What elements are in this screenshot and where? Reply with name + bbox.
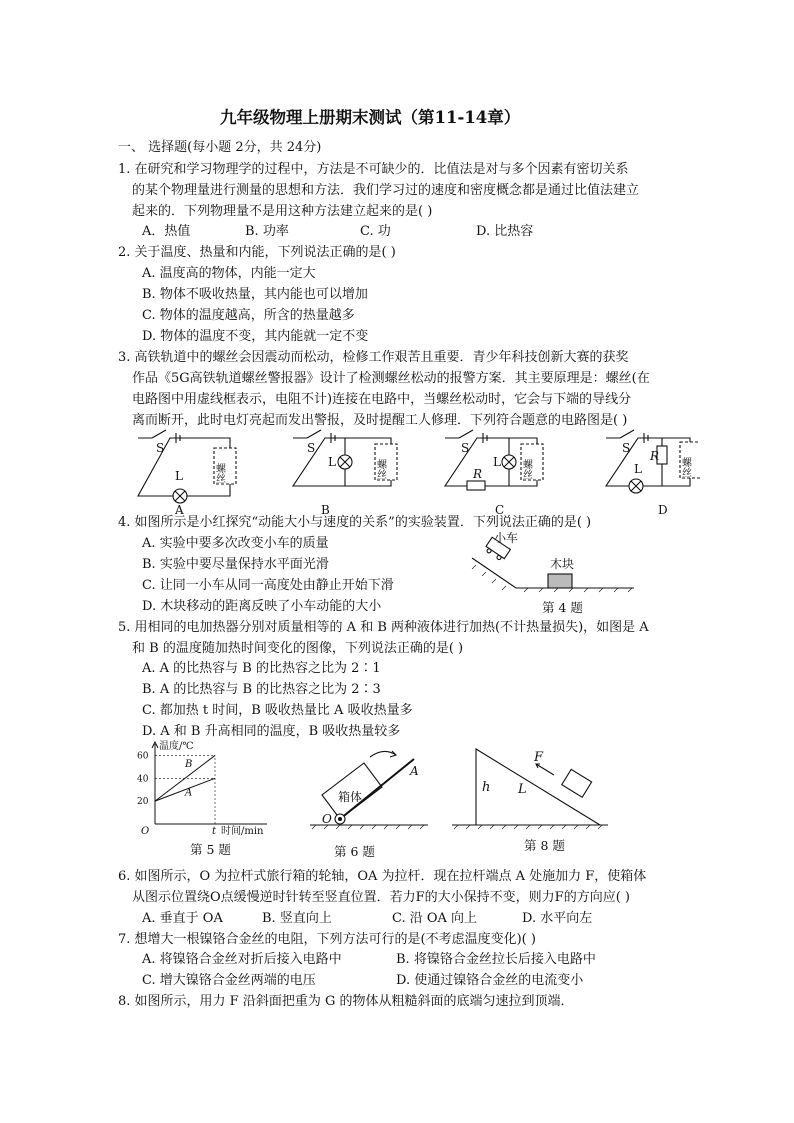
q1-line-3: 起来的．下列物理量不是用这种方法建立起来的是( ) [132, 204, 433, 219]
svg-text:L: L [634, 462, 642, 476]
svg-text:S: S [156, 441, 165, 455]
suitcase-icon [322, 759, 414, 819]
q5-option-d: D. A 和 B 升高相同的温度，B 吸收热量较多 [142, 724, 401, 739]
fig8 [450, 745, 610, 835]
q5-chart [135, 738, 275, 838]
svg-text:A: A [175, 503, 184, 517]
q4-figure [468, 530, 638, 600]
circuit-b [293, 430, 397, 517]
q6-line-2: 从图示位置绕O点缓慢逆时针转至竖直位置．若力F的大小保持不变，则力F的方向应( ) [132, 890, 630, 905]
svg-text:木块: 木块 [550, 557, 575, 571]
q1-option-a: A．热值 [142, 224, 191, 239]
fig6 [310, 745, 430, 835]
svg-text:箱体: 箱体 [338, 790, 363, 804]
svg-text:L: L [328, 455, 336, 469]
q2-option-a: A. 温度高的物体，内能一定大 [142, 266, 316, 281]
q1-option-d: D. 比热容 [476, 224, 534, 239]
svg-text:S: S [461, 441, 470, 455]
svg-text:螺丝: 螺丝 [679, 457, 691, 477]
section-heading: 一、 选择题(每小题 2分，共 24分) [118, 140, 322, 155]
svg-text:L: L [493, 455, 501, 469]
q4-option-d: D. 木块移动的距离反映了小车动能的大小 [142, 599, 382, 614]
svg-text:S: S [622, 441, 631, 455]
q2-option-d: D. 物体的温度不变，其内能就一定不变 [142, 329, 369, 344]
q6-line-1: 6. 如图所示，O 为拉杆式旅行箱的轮轴，OA 为拉杆．现在拉杆端点 A 处施加力 F，使箱体 [118, 869, 647, 884]
q6-option-a: A. 垂直于 OA [142, 911, 223, 926]
q7-option-a: A. 将镍铬合金丝对折后接入电路中 [142, 952, 342, 967]
q3-line-1: 3. 高铁轨道中的螺丝会因震动而松动，检修工作艰苦且重要．青少年科技创新大赛的获奖 [118, 350, 629, 365]
circuit-d [606, 430, 700, 517]
svg-text:螺丝: 螺丝 [213, 463, 225, 483]
svg-text:C: C [495, 503, 505, 517]
y-tick-label: 40 [137, 774, 149, 785]
q1-option-b: B. 功率 [245, 224, 289, 239]
q7-option-d: D. 使通过镍铬合金丝的电流变小 [396, 973, 584, 988]
svg-text:R: R [650, 449, 660, 463]
svg-text:螺丝: 螺丝 [520, 459, 532, 479]
q8-stem: 8. 如图所示，用力 F 沿斜面把重为 G 的物体从粗糙斜面的底端匀速拉到顶端． [118, 994, 574, 1009]
svg-text:F: F [534, 750, 544, 765]
q5-option-c: C. 都加热 t 时间，B 吸收热量比 A 吸收热量多 [142, 703, 413, 718]
q5-option-a: A. A 的比热容与 B 的比热容之比为 2∶1 [142, 661, 381, 676]
series-label-B: B [185, 759, 193, 771]
series-label-A: A [185, 787, 193, 799]
q4-caption: 第 4 题 [542, 600, 583, 615]
page-title: 九年级物理上册期末测试（第11-14章） [220, 108, 521, 127]
q1-option-c: C. 功 [360, 224, 391, 239]
y-axis-label: 温度/℃ [159, 741, 194, 752]
q5-caption: 第 5 题 [190, 842, 231, 857]
q5-line-1: 5. 用相同的电加热器分别对质量相等的 A 和 B 两种液体进行加热(不计热量损失)，如图是 A [118, 620, 649, 635]
svg-text:D: D [658, 503, 668, 517]
q1-line-2: 的某个物理量进行测量的思想和方法．我们学习过的速度和密度概念都是通过比值法建立 [132, 183, 640, 198]
q2-stem: 2. 关于温度、热量和内能，下列说法正确的是( ) [118, 245, 396, 260]
block-icon [548, 574, 572, 588]
q7-option-b: B. 将镍铬合金丝拉长后接入电路中 [396, 952, 596, 967]
q5-line-2: 和 B 的温度随加热时间变化的图像，下列说法正确的是( ) [132, 641, 464, 656]
q4-option-b: B. 实验中要尽量保持水平面光滑 [142, 557, 329, 572]
y-tick-label: 60 [137, 751, 149, 762]
q6-option-c: C. 沿 OA 向上 [392, 911, 478, 926]
q4-option-c: C. 让同一小车从同一高度处由静止开始下滑 [142, 578, 394, 593]
q3-line-2: 作品《5G高铁轨道螺丝警报器》设计了检测螺丝松动的报警方案．其主要原理是：螺丝(在 [132, 371, 650, 386]
fig6-caption: 第 6 题 [334, 844, 375, 859]
circuit-a [138, 430, 236, 517]
svg-text:A: A [410, 764, 419, 778]
svg-text:小车: 小车 [494, 531, 519, 545]
svg-text:h: h [482, 780, 491, 795]
svg-text:螺丝: 螺丝 [374, 459, 386, 479]
origin-label: O [141, 826, 150, 837]
circuit-c [445, 430, 543, 517]
svg-text:L: L [175, 469, 183, 483]
q4-option-a: A. 实验中要多次改变小车的质量 [142, 536, 329, 551]
q6-option-b: B. 竖直向上 [262, 911, 332, 926]
x-axis-label: 时间/min [221, 826, 264, 837]
fig8-caption: 第 8 题 [524, 838, 565, 853]
svg-text:S: S [307, 441, 316, 455]
q4-stem: 4. 如图所示是小红探究“动能大小与速度的关系”的实验装置．下列说法正确的是( ) [118, 515, 592, 530]
q5-option-b: B. A 的比热容与 B 的比热容之比为 2∶3 [142, 682, 381, 697]
svg-text:O: O [322, 812, 332, 826]
q3-line-3: 电路图中用虚线框表示，电阻不计)连接在电路中，当螺丝松动时，它会与下端的导线分 [132, 392, 632, 407]
q2-option-b: B. 物体不吸收热量，其内能也可以增加 [142, 287, 368, 302]
svg-text:B: B [321, 503, 330, 517]
q7-stem: 7. 想增大一根镍铬合金丝的电阻，下列方法可行的是(不考虑温度变化)( ) [118, 932, 536, 947]
x-tick-label: t [212, 826, 217, 837]
q3-line-4: 离而断开，此时电灯亮起而发出警报，及时提醒工人修理．下列符合题意的电路图是( ) [132, 413, 628, 428]
q1-line-1: 1. 在研究和学习物理学的过程中，方法是不可缺少的．比值法是对与多个因素有密切关系 [118, 162, 629, 177]
block-icon [562, 769, 592, 797]
q2-option-c: C. 物体的温度越高，所含的热量越多 [142, 308, 355, 323]
svg-text:L: L [518, 782, 527, 797]
q6-option-d: D. 水平向左 [522, 911, 593, 926]
svg-text:R: R [473, 467, 483, 481]
q3-circuits [130, 428, 700, 518]
q7-option-c: C. 增大镍铬合金丝两端的电压 [142, 973, 316, 988]
y-tick-label: 20 [137, 797, 149, 808]
